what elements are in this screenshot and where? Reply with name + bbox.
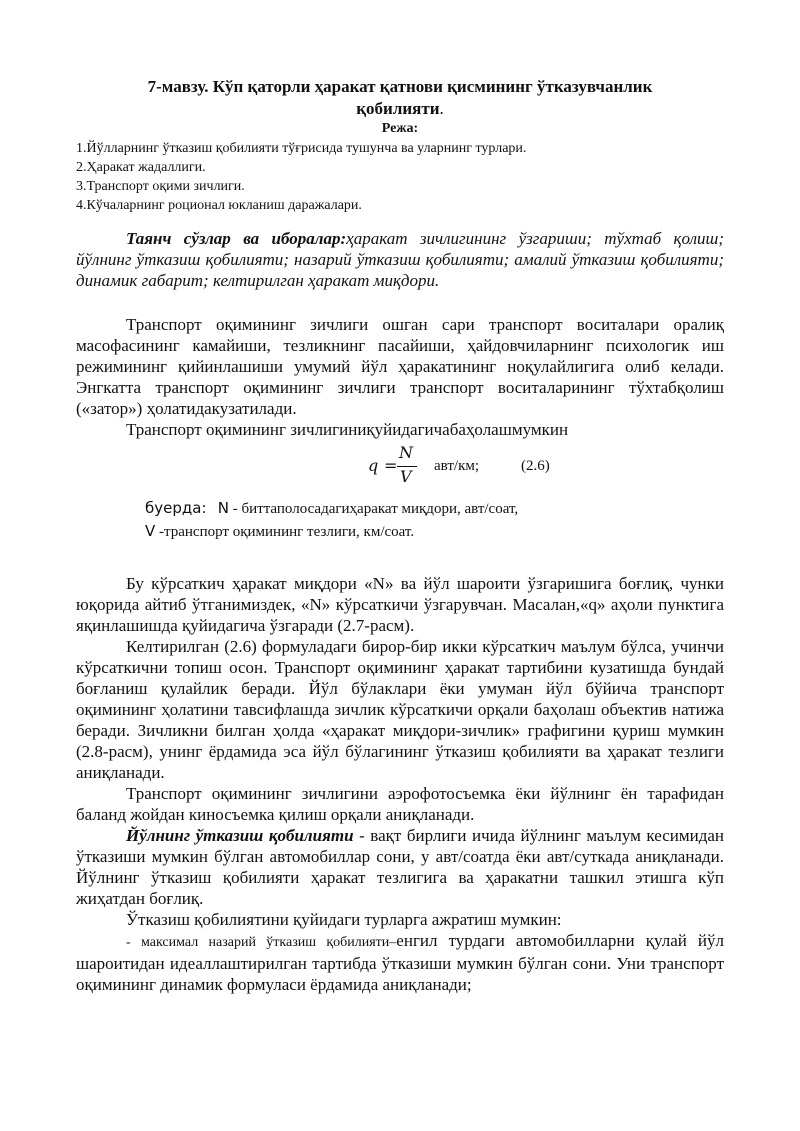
paragraph-indicator: Бу кўрсаткич ҳаракат миқдори «N» ва йўл шароити ўзгаришига боғлиқ, чунки юқорида айтиб ўтганимиздек, «N» кўрсаткичи ўзгарувчан. Масалан,«q» аҳоли пунктига яқинлашишда қуйидагича ўзгаради (2.7-расм). [76, 574, 724, 635]
main-text [76, 573, 724, 995]
paragraph-capacity-definition: Йўлнинг ўтказиш қобилияти - вақт бирлиги ичида йўлнинг маълум кесимидан ўтказиши мумкин бўлган автомобиллар сони, у авт/соатда ёки авт/суткада аниқланади. Йўлнинг ўтказиш қобилияти ҳаракат тезлигига ва ҳаракатни ташкил этишга кўп жиҳатдан боғлиқ. [76, 826, 725, 908]
paragraph-density-intro: Транспорт оқимининг зичлиги ошган сари транспорт воситалари оралиқ масофасининг камайиши, тезликнинг пасайиши, ҳайдовчиларнинг психологик иш режимининг қийинлашиши умумий йўл ҳаракатининг ноқулайлигига олиб келади. Энгкатта транспорт оқимининг зичлиги транспорт воситаларининг тўхтабқолиш («затор») ҳолатидакузатилади. Транспорт оқимининг зичлигиниқуйидагичабаҳолашмумкин [76, 315, 724, 439]
document-title [60, 76, 740, 120]
paragraph-formula-usage: Келтирилган (2.6) формуладаги бирор-бир икки кўрсаткич маълум бўлса, учинчи кўрсаткични топиш осон. Транспорт оқимининг ҳаракат тартибини кузатишда бундай боғланиш қулайлик беради. Йўл бўлаклари ёки умуман йўл бўйича транспорт оқимининг ҳолатини тавсифлашда зичлик кўрсаткичи орқали баҳолаш объектив натижа беради. Зичликни билган ҳолда «ҳаракат миқдори-зичлик» графигини қуриш мумкин (2.8-расм), унинг ёрдамида эса йўл бўлагининг ўтказиш қобилияти ва ҳаракат тезлиги аниқланади. [76, 637, 724, 782]
formula-numerator: N [399, 443, 413, 462]
plan-heading: Режа: [381, 121, 419, 136]
formula-legend [145, 497, 518, 543]
legend-v: V -транспорт оқимининг тезлиги, км/соат. [145, 522, 415, 540]
capacity-term: Йўлнинг ўтказиш қобилияти [126, 826, 354, 845]
density-formula [368, 443, 588, 489]
legend-n: буерда: N - биттаполосадагиҳаракат миқдори, авт/соат, [145, 499, 519, 517]
paragraph-capacity-types: Ўтказиш қобилиятини қуйидаги турларга ажратиш мумкин: [126, 910, 562, 929]
paragraph-aerial-survey: Транспорт оқимининг зичлигини аэрофотосъемка ёки йўлнинг ён тарафидан баланд жойдан киносъемка қилиш орқали аниқланади. [76, 784, 724, 824]
plan-item: 3.Транспорт оқими зичлиги. [76, 179, 245, 194]
plan-item: 2.Ҳаракат жадаллиги. [76, 160, 206, 175]
keywords-paragraph [76, 228, 724, 291]
paragraph-max-capacity: - максимал назарий ўтказиш қобилияти–енгил турдаги автомобилларни қулай йўл шароитидан идеаллаштирилган тартибда ўтказиши мумкин бўлган сони. Уни транспорт оқимининг динамик формуласи ёрдамида аниқланади; [76, 931, 724, 994]
plan-item: 4.Кўчаларнинг роционал юкланиш даражалари. [76, 198, 362, 213]
formula-lhs: q [368, 456, 379, 475]
formula-reference: (2.6) [521, 458, 550, 474]
formula-equals: = [384, 456, 398, 475]
formula-denominator: V [400, 467, 412, 486]
plan-item: 1.Йўлларнинг ўтказиш қобилияти тўғрисида тушунча ва уларнинг турлари. [76, 141, 527, 156]
keywords-label: Таянч сўзлар ва иборалар: [126, 229, 347, 248]
paragraph-density-estimate: Транспорт оқимининг зичлигиниқуйидагичабаҳолашмумкин [126, 420, 569, 439]
plan-list [76, 139, 736, 215]
formula-units: авт/км; [434, 458, 480, 474]
keywords-text: ҳаракат зичлигининг ўзгариши; тўхтаб қолиш; йўлнинг ўтказиш қобилияти; назарий ўтказиш қобилияти; амалий ўтказиш қобилияти; динамик габарит; келтирилган ҳаракат миқдори. [76, 229, 724, 290]
title-line-1: 7-мавзу. Кўп қаторли ҳаракат қатнови қисмининг ўтказувчанлик [147, 77, 653, 96]
title-line-2: қобилияти. [356, 99, 444, 118]
